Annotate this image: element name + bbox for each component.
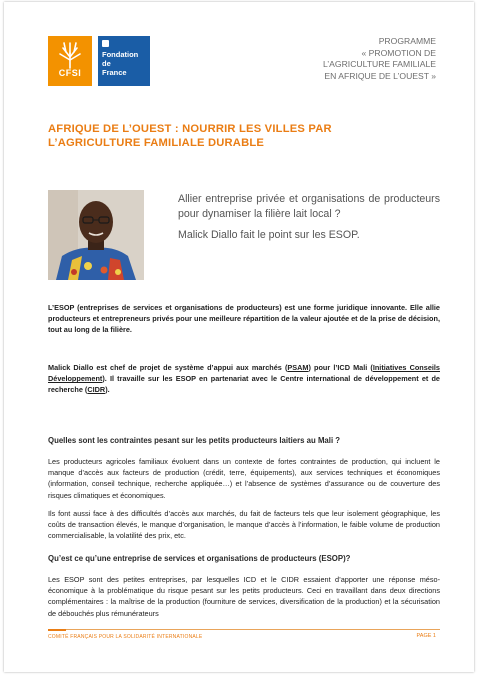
page-number: PAGE 1 [416, 633, 436, 639]
psam-link[interactable]: PSAM [287, 363, 309, 372]
square-icon [102, 40, 109, 47]
intro-byline: Malick Diallo fait le point sur les ESOP. [178, 229, 360, 241]
fondation-de-france-logo [98, 36, 150, 86]
footer-accent-mark [48, 629, 66, 631]
intro-block [178, 192, 440, 249]
cfsi-logo [48, 36, 92, 86]
icd-link[interactable]: Initiatives Conseils Développement [48, 363, 440, 384]
cfsi-logo-text: CFSI [58, 68, 82, 78]
intro-lead: Allier entreprise privée et organisations de producteurs pour dynamiser la filière lait local ? [178, 193, 440, 220]
answer-constraints-p1: Les producteurs agricoles familiaux évoluent dans un contexte de fortes contraintes de production, qui incluent le manque d’accès aux facteurs de production (crédit, terre, équipements), aux services techniques et économiques (information, conseil technique, recherche appliquée…) et l’absence de systèmes d’assurance ou de couverture des risques climatiques et économiques. [48, 457, 440, 500]
ff-logo-text: Fondation de France [102, 50, 139, 77]
esop-definition: L’ESOP (entreprises de services et organisations de producteurs) est une forme juridique innovante. Elle allie producteurs et entrepreneurs privés pour une meilleure répartition de la valeur ajoutée et de la prise de décision, tout au long de la filière. [48, 303, 440, 335]
footer-organization: COMITÉ FRANÇAIS POUR LA SOLIDARITÉ INTERNATIONALE [48, 634, 203, 640]
bio-paragraph: Malick Diallo est chef de projet de système d’appui aux marchés (PSAM) pour l’ICD Mali (Initiatives Conseils Développement). Il travaille sur les ESOP en partenariat avec le Centre international de développement et de recherche (CIDR). [48, 363, 440, 395]
footer-divider [48, 629, 440, 630]
document-page [4, 2, 474, 672]
question-constraints: Quelles sont les contraintes pesant sur les petits producteurs laitiers au Mali ? [48, 436, 341, 445]
answer-esop: Les ESOP sont des petites entreprises, par lesquelles ICD et le CIDR essaient d’apporter une réponse méso-économique à la problématique du risque pesant sur les petits producteurs. Ceci en travaillant dans deux directions complémentaires : la maîtrise de la production (fourniture de services, diversification de la production) et la sécurisation de débouchés plus rémunérateurs [48, 575, 440, 618]
tree-icon [55, 39, 85, 69]
programme-label: PROGRAMME « PROMOTION DE L’AGRICULTURE FAMILIALE EN AFRIQUE DE L’OUEST » [322, 36, 436, 81]
page-title: AFRIQUE DE L’OUEST : NOURRIR LES VILLES PAR L’AGRICULTURE FAMILIALE DURABLE [48, 123, 332, 149]
answer-constraints-p2: Ils font aussi face à des difficultés d’accès aux marchés, du fait de facteurs tels que leur isolement géographique, les coûts de transaction élevés, le manque d’organisation, le manque d’accès à l’information, le faible volume de production commercialisable, la volatilité des prix, etc. [48, 509, 440, 541]
cidr-link[interactable]: CIDR [87, 385, 106, 395]
question-esop: Qu’est ce qu’une entreprise de services et organisations de producteurs (ESOP)? [48, 554, 351, 563]
portrait-photo [48, 190, 144, 280]
